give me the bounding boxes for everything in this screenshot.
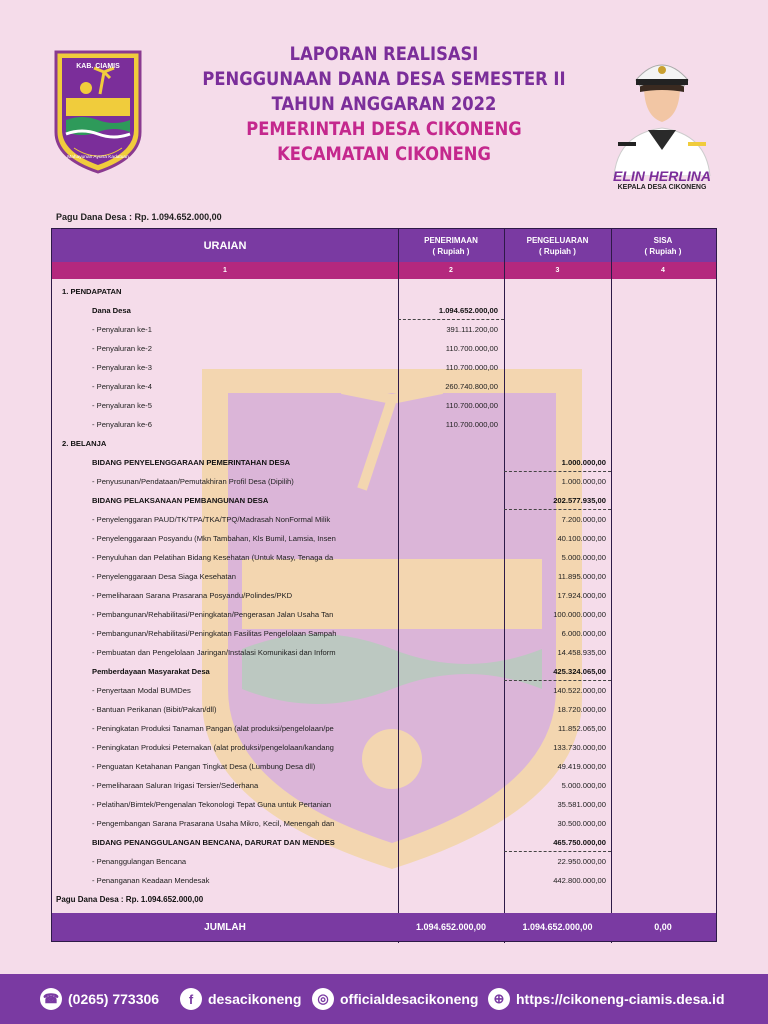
table-row <box>52 359 716 377</box>
instagram-icon: ◎ <box>312 988 334 1010</box>
total-row <box>52 913 716 941</box>
row-penerimaan: 110.700.000,00 <box>445 344 498 353</box>
row-description: - Pelatihan/Bimtek/Pengenalan Tekonologi Tepat Guna untuk Pertanian <box>92 800 332 809</box>
table-row <box>52 340 716 358</box>
row-description: 1. PENDAPATAN <box>62 287 122 296</box>
total-sisa: 0,00 <box>654 922 672 932</box>
table-row <box>52 568 716 586</box>
table-row <box>52 720 716 738</box>
row-description: Dana Desa <box>92 306 131 315</box>
footer-instagram-text: officialdesacikoneng <box>340 991 479 1007</box>
row-description: - Penyertaan Modal BUMDes <box>92 686 191 695</box>
table-row <box>52 587 716 605</box>
row-description: - Penyuluhan dan Pelatihan Bidang Kesehatan (Untuk Masy, Tenaga da <box>92 553 334 562</box>
row-description: - Pemeliharaan Saluran Irigasi Tersier/Sederhana <box>92 781 259 790</box>
header-uraian: URAIAN <box>203 239 247 252</box>
col-number-1: 1 <box>223 267 227 274</box>
table-row <box>52 473 716 491</box>
row-description: - Penyusunan/Pendataan/Pemutakhiran Profil Desa (Dipilih) <box>92 477 294 486</box>
table-row <box>52 321 716 339</box>
row-description: - Penyaluran ke-2 <box>92 344 152 353</box>
row-penerimaan: 110.700.000,00 <box>445 420 498 429</box>
table-row <box>52 796 716 814</box>
row-penerimaan: 1.094.652.000,00 <box>438 306 498 315</box>
row-pengeluaran: 202.577.935,00 <box>553 496 606 505</box>
row-description: - Penyaluran ke-6 <box>92 420 152 429</box>
row-pengeluaran: 5.000.000,00 <box>561 781 606 790</box>
table-row <box>52 302 716 320</box>
row-description: - Bantuan Perikanan (Bibit/Pakan/dll) <box>92 705 217 714</box>
phone-icon: ☎ <box>40 988 62 1010</box>
row-description: BIDANG PENYELENGGARAAN PEMERINTAHAN DESA <box>92 458 291 467</box>
table-row <box>52 530 716 548</box>
row-description: - Pemeliharaan Sarana Prasarana Posyandu/Polindes/PKD <box>92 591 293 600</box>
row-pengeluaran: 11.895.000,00 <box>558 572 606 581</box>
table-row <box>52 815 716 833</box>
total-pengeluaran: 1.094.652.000,00 <box>522 922 593 932</box>
row-penerimaan: 260.740.800,00 <box>445 382 498 391</box>
report-header <box>0 0 768 205</box>
globe-icon: ⊕ <box>488 988 510 1010</box>
row-pengeluaran: 425.324.065,00 <box>553 667 606 676</box>
table-row <box>52 378 716 396</box>
footer-facebook-text: desacikoneng <box>208 991 302 1007</box>
footer-instagram[interactable] <box>312 974 478 1024</box>
table-row <box>52 435 716 453</box>
row-penerimaan: 110.700.000,00 <box>445 401 498 410</box>
row-description: - Penyaluran ke-3 <box>92 363 152 372</box>
col-number-4: 4 <box>661 267 665 274</box>
table-row <box>52 397 716 415</box>
row-pengeluaran: 1.000.000,00 <box>561 458 606 467</box>
row-pengeluaran: 18.720.000,00 <box>557 705 606 714</box>
row-description: - Penyaluran ke-5 <box>92 401 152 410</box>
table-header-row <box>52 229 716 262</box>
row-penerimaan: 391.111.200,00 <box>446 325 498 334</box>
table-row <box>52 492 716 510</box>
table-row <box>52 606 716 624</box>
row-description: - Pembangunan/Rehabilitasi/Peningkatan/Pengerasan Jalan Usaha Tan <box>92 610 334 619</box>
table-row <box>52 549 716 567</box>
header-pengeluaran: PENGELUARAN ( Rupiah ) <box>526 235 589 256</box>
row-description: BIDANG PENANGGULANGAN BENCANA, DARURAT DAN MENDES <box>92 838 335 847</box>
table-row <box>52 739 716 757</box>
row-pengeluaran: 465.750.000,00 <box>553 838 606 847</box>
official-name: ELIN HERLINA <box>613 168 711 184</box>
table-row <box>52 758 716 776</box>
row-penerimaan: 110.700.000,00 <box>445 363 498 372</box>
subtotal-rule <box>398 319 504 320</box>
row-description: BIDANG PELAKSANAAN PEMBANGUNAN DESA <box>92 496 269 505</box>
row-description: - Penanggulangan Bencana <box>92 857 187 866</box>
title-line-2: PENGGUNAAN DANA DESA SEMESTER II <box>202 68 566 90</box>
official-portrait <box>604 46 720 176</box>
row-description: - Pembuatan dan Pengelolaan Jaringan/Instalasi Komunikasi dan Inform <box>92 648 336 657</box>
row-pengeluaran: 6.000.000,00 <box>561 629 606 638</box>
table-row <box>52 872 716 890</box>
realisasi-table <box>51 228 717 942</box>
row-description: - Peningkatan Produksi Peternakan (alat produksi/pengelolaan/kandang <box>92 743 334 752</box>
row-pengeluaran: 7.200.000,00 <box>561 515 606 524</box>
table-row <box>52 644 716 662</box>
table-row <box>52 777 716 795</box>
table-row <box>52 701 716 719</box>
row-description: - Penyaluran ke-1 <box>92 325 152 334</box>
table-row <box>52 625 716 643</box>
footer-website-text: https://cikoneng-ciamis.desa.id <box>516 991 725 1007</box>
report-titles <box>160 42 608 167</box>
col-number-3: 3 <box>555 267 560 274</box>
row-pengeluaran: 17.924.000,00 <box>557 591 606 600</box>
table-row <box>52 853 716 871</box>
table-row <box>52 283 716 301</box>
row-pengeluaran: 1.000.000,00 <box>561 477 606 486</box>
facebook-icon: f <box>180 988 202 1010</box>
logo-motto-text: Mahayunan Ayuna Kadatuan <box>67 155 129 160</box>
official-role: KEPALA DESA CIKONENG <box>617 184 707 191</box>
pagu-dana-desa-bottom: Pagu Dana Desa : Rp. 1.094.652.000,00 <box>56 895 204 904</box>
footer-facebook[interactable] <box>180 974 301 1024</box>
subtitle-line-1: PEMERINTAH DESA CIKONENG <box>246 118 522 140</box>
row-description: - Pembangunan/Rehabilitasi/Peningkatan Fasilitas Pengelolaan Sampah <box>92 629 337 638</box>
logo-regency-text: KAB. CIAMIS <box>76 63 120 70</box>
header-penerimaan: PENERIMAAN ( Rupiah ) <box>424 235 478 256</box>
subtotal-rule <box>504 471 611 472</box>
kab-ciamis-logo <box>52 48 144 176</box>
table-row <box>52 834 716 852</box>
table-row <box>52 454 716 472</box>
row-description: - Penanganan Keadaan Mendesak <box>92 876 210 885</box>
row-description: Pemberdayaan Masyarakat Desa <box>92 667 210 676</box>
row-description: - Penguatan Ketahanan Pangan Tingkat Desa (Lumbung Desa dll) <box>92 762 316 771</box>
row-description: - Penyelenggaraan Posyandu (Mkn Tambahan, Kls Bumil, Lamsia, Insen <box>92 534 336 543</box>
total-label: JUMLAH <box>204 921 246 933</box>
row-pengeluaran: 11.852.065,00 <box>558 724 606 733</box>
table-row <box>52 682 716 700</box>
title-line-3: TAHUN ANGGARAN 2022 <box>271 93 497 115</box>
row-pengeluaran: 100.000.000,00 <box>553 610 606 619</box>
row-description: - Penyelenggaran PAUD/TK/TPA/TKA/TPQ/Madrasah NonFormal Milik <box>92 515 331 524</box>
footer-phone-text: (0265) 773306 <box>68 991 160 1007</box>
row-description: - Pengembangan Sarana Prasarana Usaha Mikro, Kecil, Menengah dan <box>92 819 335 828</box>
row-pengeluaran: 49.419.000,00 <box>557 762 606 771</box>
subtotal-rule <box>504 509 611 510</box>
title-line-1: LAPORAN REALISASI <box>289 43 479 65</box>
col-number-2: 2 <box>449 267 453 274</box>
row-description: - Peningkatan Produksi Tanaman Pangan (alat produksi/pengelolaan/pe <box>92 724 334 733</box>
row-pengeluaran: 14.458.935,00 <box>557 648 606 657</box>
table-row <box>52 663 716 681</box>
column-number-row <box>52 262 716 279</box>
row-description: - Penyaluran ke-4 <box>92 382 152 391</box>
table-row <box>52 511 716 529</box>
row-pengeluaran: 140.522.000,00 <box>553 686 606 695</box>
contact-footer <box>0 974 768 1024</box>
row-pengeluaran: 30.500.000,00 <box>557 819 606 828</box>
footer-phone[interactable] <box>40 974 159 1024</box>
subtotal-rule <box>504 851 611 852</box>
row-pengeluaran: 40.100.000,00 <box>557 534 606 543</box>
row-description: - Penyelenggaraan Desa Siaga Kesehatan <box>92 572 236 581</box>
subtotal-rule <box>504 680 611 681</box>
row-pengeluaran: 133.730.000,00 <box>553 743 606 752</box>
row-pengeluaran: 442.800.000,00 <box>553 876 606 885</box>
subtitle-line-2: KECAMATAN CIKONENG <box>277 143 491 165</box>
table-row <box>52 416 716 434</box>
row-pengeluaran: 5.000.000,00 <box>561 553 606 562</box>
pagu-dana-desa-top: Pagu Dana Desa : Rp. 1.094.652.000,00 <box>56 212 222 222</box>
total-penerimaan: 1.094.652.000,00 <box>415 922 487 932</box>
header-sisa: SISA ( Rupiah ) <box>644 235 682 256</box>
row-description: 2. BELANJA <box>62 439 107 448</box>
footer-website[interactable] <box>488 974 725 1024</box>
row-pengeluaran: 22.950.000,00 <box>557 857 606 866</box>
row-pengeluaran: 35.581.000,00 <box>557 800 606 809</box>
